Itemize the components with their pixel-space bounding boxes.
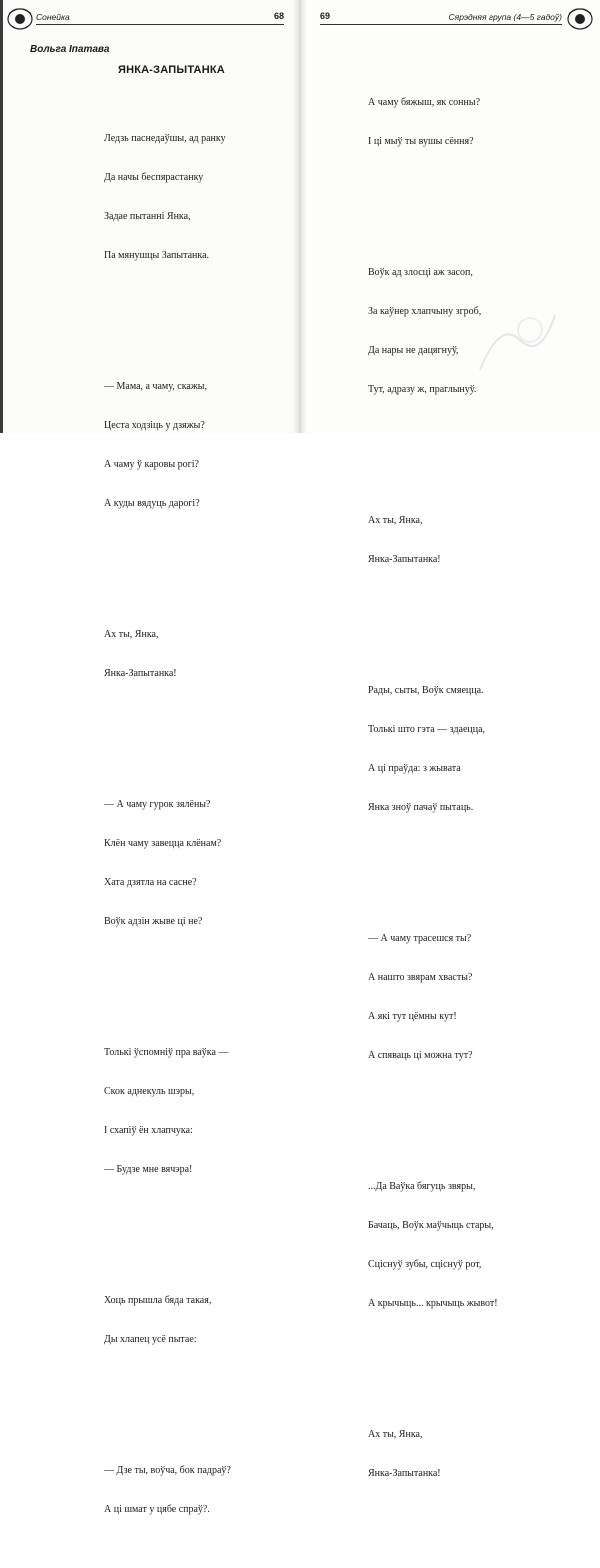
poem-title: ЯНКА-ЗАПЫТАНКА (118, 64, 225, 76)
poem-line: Тут, адразу ж, праглынуў. (368, 384, 477, 395)
stanza (104, 1438, 231, 1542)
poem-line: Задае пытанні Янка, (104, 211, 191, 222)
poem-line: А крычыць... крычыць жывот! (368, 1298, 498, 1309)
stanza (104, 354, 231, 536)
poem-line: — Будзе мне вячэра! (104, 1164, 193, 1175)
stanza (368, 488, 498, 592)
stanza (368, 1154, 498, 1336)
poem-line: Бачаць, Воўк маўчыць стары, (368, 1220, 494, 1231)
poem-line: Ах ты, Янка, (104, 629, 159, 640)
poem-line: — Дзе ты, воўча, бок падраў? (104, 1465, 231, 1476)
poem-line: Скок аднекуль шэры, (104, 1086, 195, 1097)
poem-line: — А чаму гурок зялёны? (104, 799, 211, 810)
poem-line: Хоць прышла бяда такая, (104, 1295, 212, 1306)
poem-line: Янка-Запытанка! (368, 1468, 441, 1479)
poem-line: Янка зноў пачаў пытаць. (368, 802, 474, 813)
poem-line: Рады, сыты, Воўк смяецца. (368, 685, 484, 696)
header-rule (320, 24, 562, 25)
poem-line: Толькі ўспомніў пра ваўка — (104, 1047, 229, 1058)
poem-line: А ці праўда: з жывата (368, 763, 461, 774)
poem-line: А чаму бяжыш, як сонны? (368, 97, 481, 108)
poem-line: Толькі што гэта — здаецца, (368, 724, 486, 735)
stanza (104, 602, 231, 706)
poem-line: Да начы беспярастанку (104, 172, 204, 183)
stanza (368, 658, 498, 840)
stanza (104, 1268, 231, 1372)
poem-line: А чаму ў каровы рогі? (104, 459, 199, 470)
poem-line: Воўк ад злосці аж засоп, (368, 267, 473, 278)
poem-line: І схапіў ён хлапчука: (104, 1125, 193, 1136)
poem-line: А ці шмат у цябе спраў?. (104, 1504, 210, 1515)
poem-line: Ледзь паснедаўшы, ад ранку (104, 133, 226, 144)
poem-line: А спяваць ці можна тут? (368, 1050, 473, 1061)
stanza (104, 772, 231, 954)
stanza (368, 906, 498, 1088)
poem-line: Воўк адзін жыве ці не? (104, 916, 203, 927)
poem-line: Па мянушцы Запытанка. (104, 250, 210, 261)
poem-line: Хата дзятла на сасне? (104, 877, 197, 888)
poem-line: А куды вядуць дарогі? (104, 498, 200, 509)
poem-text-right (368, 44, 498, 1532)
left-page (0, 0, 300, 1515)
poem-line: А нашто звярам хвасты? (368, 972, 473, 983)
book-gutter (293, 0, 307, 433)
stanza (368, 240, 498, 422)
poem-line: — Мама, а чаму, скажы, (104, 381, 207, 392)
series-title: Сонейка (36, 12, 70, 22)
poem-line: А які тут цёмны кут! (368, 1011, 457, 1022)
poem-line: — А чаму трасешся ты? (368, 933, 472, 944)
stanza (368, 1402, 498, 1506)
poem-line: Клён чаму завецца клёнам? (104, 838, 222, 849)
page-edge (0, 0, 3, 433)
poem-line: ...Да Ваўка бягуць звяры, (368, 1181, 476, 1192)
stanza (104, 106, 231, 288)
left-page-header (6, 6, 288, 34)
poem-line: За каўнер хлапчыну згроб, (368, 306, 482, 317)
section-title: Сярэдняя група (4—5 гадоў) (448, 12, 562, 22)
poem-line: Сціснуў зубы, сціснуў рот, (368, 1259, 482, 1270)
sun-emblem-icon (6, 6, 34, 32)
poem-line: Янка-Запытанка! (368, 554, 441, 565)
header-rule (36, 24, 284, 25)
author-name: Вольга Іпатава (30, 44, 110, 55)
poem-line: Ды хлапец усё пытае: (104, 1334, 197, 1345)
stanza (104, 1020, 231, 1202)
right-page-header (320, 6, 594, 34)
poem-line: Да нары не дацягнуў, (368, 345, 459, 356)
poem-line: І ці мыў ты вушы сёння? (368, 136, 474, 147)
page-number: 68 (273, 11, 284, 21)
poem-line: Цеста ходзіць у дзяжы? (104, 420, 205, 431)
poem-line: Ах ты, Янка, (368, 515, 423, 526)
page-number: 69 (320, 11, 331, 21)
stanza (368, 70, 498, 174)
sun-emblem-icon (566, 6, 594, 32)
poem-line: Янка-Запытанка! (104, 668, 177, 679)
poem-line: Ах ты, Янка, (368, 1429, 423, 1440)
poem-text-left (104, 80, 231, 1568)
